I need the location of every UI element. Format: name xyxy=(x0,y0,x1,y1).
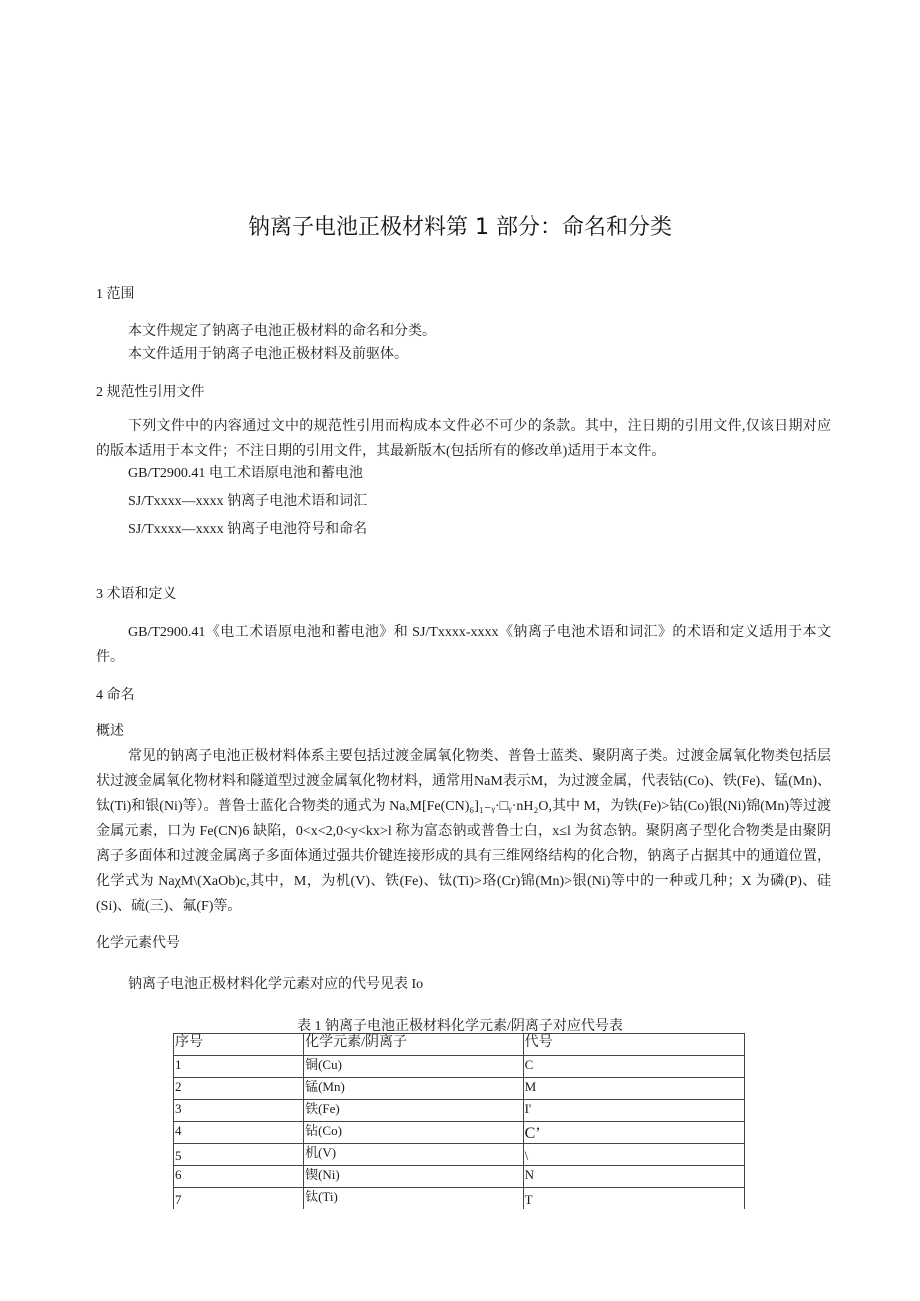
section-heading-scope: 1 范围 xyxy=(96,287,135,302)
cell-index: 3 xyxy=(174,1100,304,1122)
cell-element: 钛(Ti) xyxy=(304,1188,523,1210)
cell-index: 6 xyxy=(174,1166,304,1188)
subheading-overview: 概述 xyxy=(96,724,124,739)
document-title: 钠离子电池正极材料第 1 部分：命名和分类 xyxy=(248,215,672,240)
cell-element: 机(V) xyxy=(304,1144,523,1166)
table-row xyxy=(174,1100,745,1122)
element-codes-text: 钠离子电池正极材料化学元素对应的代号见表 Io xyxy=(128,977,424,992)
table-row xyxy=(174,1078,745,1100)
cell-element: 锲(Ni) xyxy=(304,1166,523,1188)
cell-element: 铜(Cu) xyxy=(304,1056,523,1078)
table-caption: 表 1 钠离子电池正极材料化学元素/阴离子对应代号表 xyxy=(297,1019,623,1034)
subheading-element-codes: 化学元素代号 xyxy=(96,936,180,951)
section-heading-normative-refs: 2 规范性引用文件 xyxy=(96,385,205,400)
header-element: 化学元素/阴离子 xyxy=(304,1034,523,1056)
terms-text: GB/T2900.41《电工术语原电池和蓄电池》和 SJ/Txxxx-xxxx《钠离子电池术语和词汇》的术语和定义适用于本文件。 xyxy=(96,625,831,665)
section-heading-terms: 3 术语和定义 xyxy=(96,587,177,602)
cell-code: T xyxy=(523,1188,744,1210)
table-row xyxy=(174,1166,745,1188)
element-code-table xyxy=(173,1033,745,1209)
cell-code: C’ xyxy=(523,1122,744,1144)
table-row xyxy=(174,1056,745,1078)
cell-index: 5 xyxy=(174,1144,304,1166)
table-row xyxy=(174,1144,745,1166)
reference-item: GB/T2900.41 电工术语原电池和蓄电池 xyxy=(128,466,363,481)
cell-code: C xyxy=(523,1056,744,1078)
cell-code: N xyxy=(523,1166,744,1188)
cell-element: 铁(Fe) xyxy=(304,1100,523,1122)
cell-code: \ xyxy=(523,1144,744,1166)
cell-index: 2 xyxy=(174,1078,304,1100)
cell-index: 4 xyxy=(174,1122,304,1144)
reference-item: SJ/Txxxx—xxxx 钠离子电池术语和词汇 xyxy=(128,494,368,509)
header-code: 代号 xyxy=(523,1034,744,1056)
cell-index: 7 xyxy=(174,1188,304,1210)
normative-refs-intro: 下列文件中的内容通过文中的规范性引用而构成本文件必不可少的条款。其中，注日期的引用文件,仅该日期对应的版本适用于本文件；不注日期的引用文件，其最新版木(包括所有的修改单)适用于本文件。 xyxy=(96,419,831,459)
section-heading-naming: 4 命名 xyxy=(96,688,135,703)
scope-line-1: 本文件规定了钠离子电池正极材料的命名和分类。 xyxy=(128,324,436,339)
cell-index: 1 xyxy=(174,1056,304,1078)
cell-code: I' xyxy=(523,1100,744,1122)
cell-code: M xyxy=(523,1078,744,1100)
table-row xyxy=(174,1188,745,1210)
cell-element: 钻(Co) xyxy=(304,1122,523,1144)
header-index: 序号 xyxy=(174,1034,304,1056)
reference-item: SJ/Txxxx—xxxx 钠离子电池符号和命名 xyxy=(128,522,368,537)
table-row xyxy=(174,1122,745,1144)
overview-text: 常见的钠离子电池正极材料体系主要包括过渡金属氧化物类、普鲁士蓝类、聚阴离子类。过渡金属氧化物类包括层状过渡金属氧化物材料和隧道型过渡金属氧化物材料，通常用NaM表示M，为过渡金属，代表钴(Co)、铁(Fe)、锰(Mn)、钛(Ti)和银(Ni)等）。普鲁士蓝化合物类的通式为 NaₓM[Fe(CN)₆]₁₋ᵧ·□ᵧ·nH₂O,其中 M，为铁(Fe)>钴(Co)银(Ni)锦(Mn)等过渡金属元素，口为 Fe(CN)6 缺陷，0<x<2,0<y<kx>l 称为富态钠或普鲁士白，x≤l 为贫态钠。聚阴离子型化合物类是由聚阴离子多面体和过渡金属离子多面体通过强共价键连接形成的具有三维网络结构的化合物，钠离子占据其中的通道位置，化学式为 NaχM\(XaOb)c,其中，M，为机(V)、铁(Fe)、钛(Ti)>珞(Cr)锦(Mn)>银(Ni)等中的一种或几种；X 为磷(P)、硅(Si)、硫(三)、氟(F)等。 xyxy=(96,749,831,914)
cell-element: 锰(Mn) xyxy=(304,1078,523,1100)
scope-line-2: 本文件适用于钠离子电池正极材料及前驱体。 xyxy=(128,347,408,362)
table-header-row xyxy=(174,1034,745,1056)
